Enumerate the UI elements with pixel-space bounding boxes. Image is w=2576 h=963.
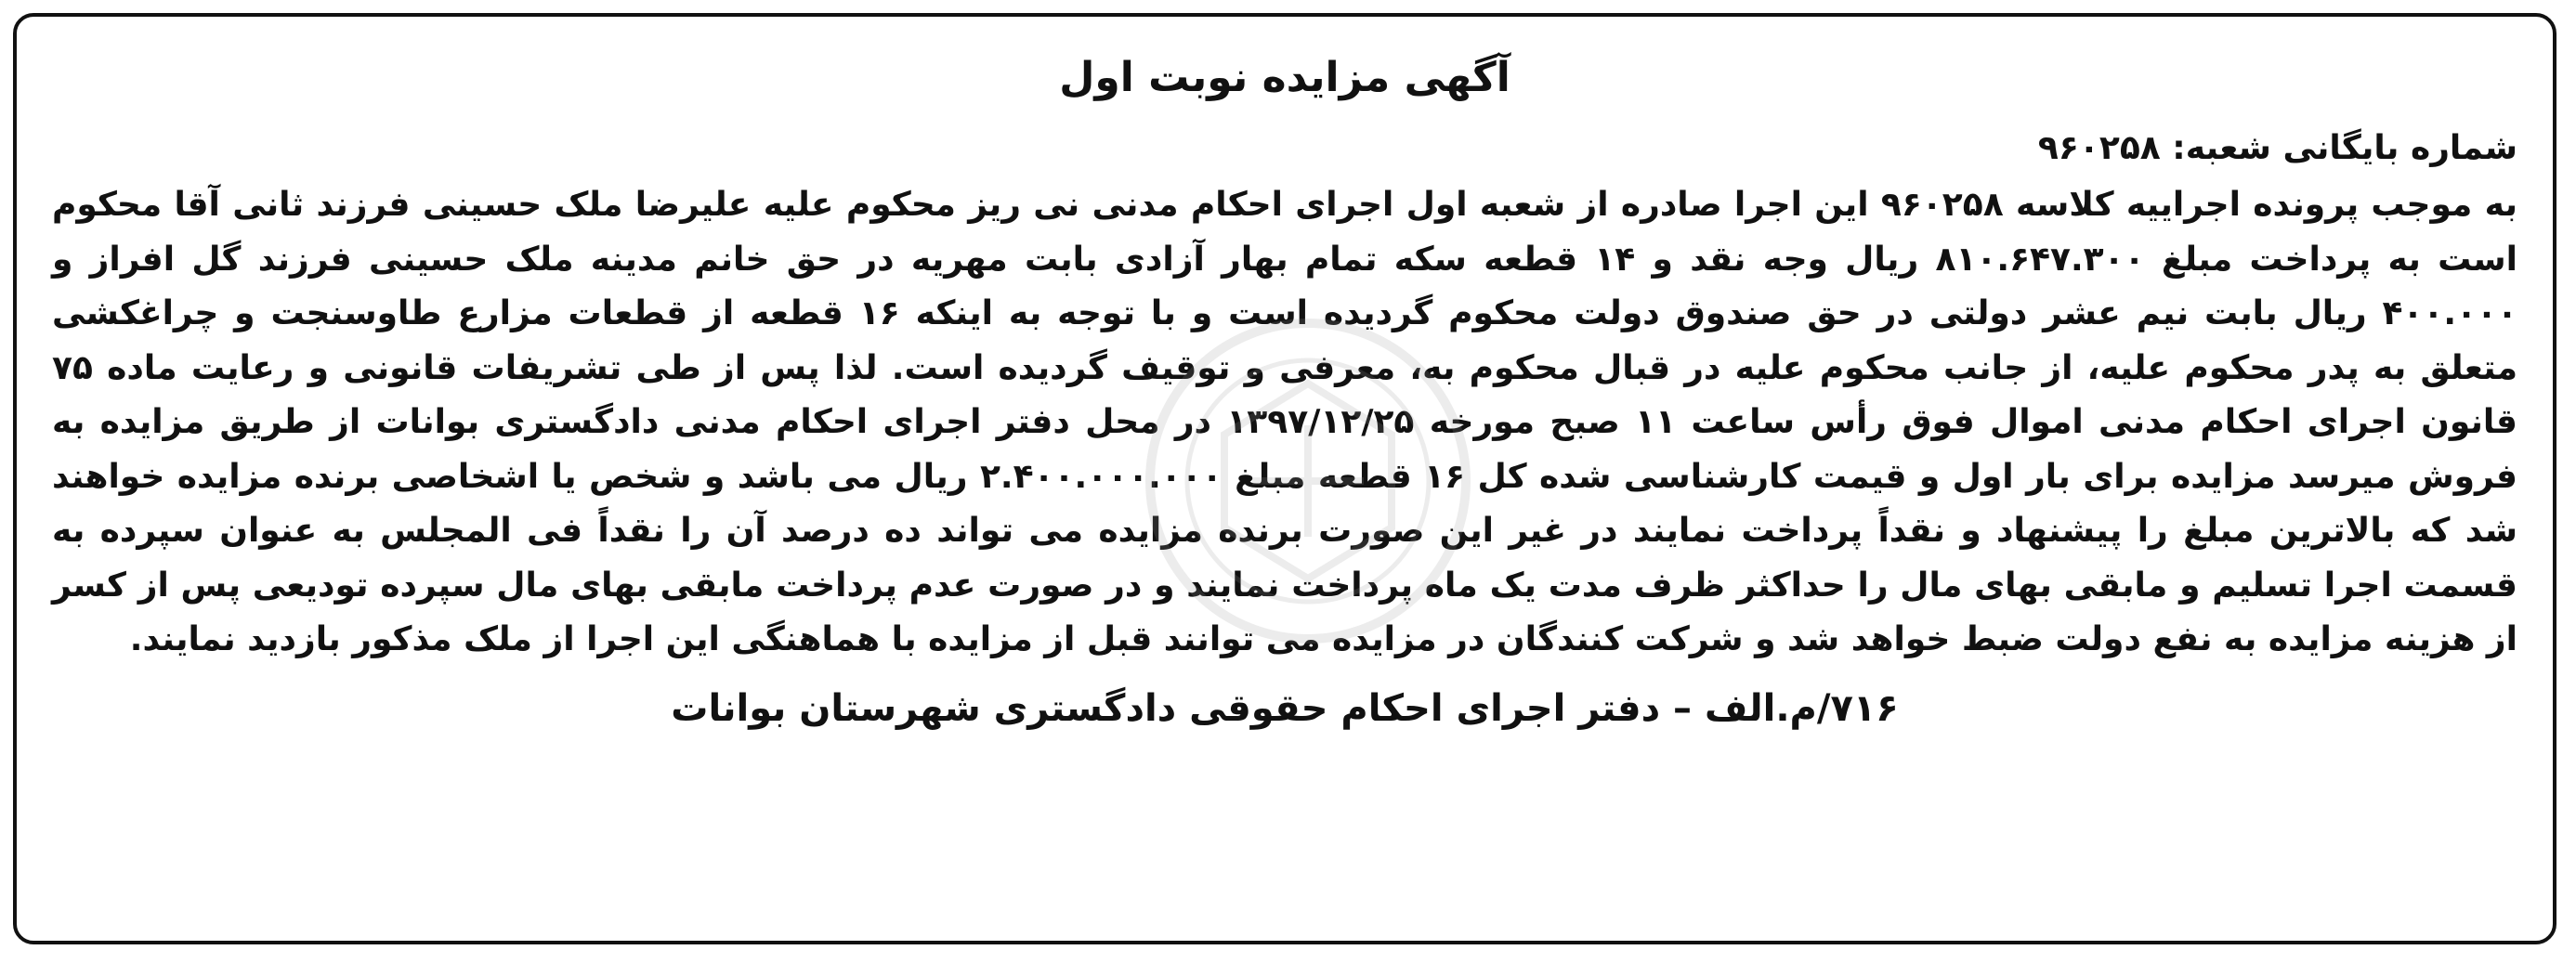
notice-body: به موجب پرونده اجراییه کلاسه ۹۶۰۲۵۸ این اجرا صادره از شعبه اول اجرای احکام مدنی نی ریز محکوم علیه علیرضا ملک حسینی فرزند ثانی آقا محکوم است به پرداخت مبلغ ۸۱۰.۶۴۷.۳۰۰ ریال وجه نقد و ۱۴ قطعه سکه تمام بهار آزادی بابت مهریه در حق خانم مدینه ملک حسینی فرزند گل افراز و ۴۰۰.۰۰۰ ریال بابت نیم عشر دولتی در حق صندوق دولت محکوم گردیده است و با توجه به اینکه ۱۶ قطعه از قطعات مزارع طاوسنجت و چراغکشی متعلق به پدر محکوم علیه، از جانب محکوم علیه در قبال محکوم به، معرفی و توقیف گردیده است. لذا پس از طی تشریفات قانونی و رعایت ماده ۷۵ قانون اجرای احکام مدنی اموال فوق رأس ساعت ۱۱ صبح مورخه ۱۳۹۷/۱۲/۲۵ در محل دفتر اجرای احکام مدنی دادگستری بوانات از طریق مزایده به فروش میرسد مزایده برای بار اول و قیمت کارشناسی شده کل ۱۶ قطعه مبلغ ۲.۴۰۰.۰۰۰.۰۰۰ ریال می باشد و شخص یا اشخاصی برنده مزایده خواهند شد که بالاترین مبلغ را پیشنهاد و نقداً پرداخت نمایند در غیر این صورت برنده مزایده می تواند ده درصد آن را نقداً فی المجلس به عنوان سپرده به قسمت اجرا تسلیم و مابقی بهای مال را حداکثر ظرف مدت یک ماه پرداخت نمایند و در صورت عدم پرداخت مابقی بهای مال سپرده تودیعی پس از کسر از هزینه مزایده به نفع دولت ضبط خواهد شد و شرکت کنندگان در مزایده می توانند قبل از مزایده با هماهنگی این اجرا از ملک مذکور بازدید نمایند. (52, 186, 2517, 658)
archive-number: شماره بایگانی شعبه: ۹۶۰۲۵۸ (2037, 129, 2517, 167)
notice-signature: ۷۱۶/م.الف – دفتر اجرای احکام حقوقی دادگستری شهرستان بوانات (671, 686, 1899, 730)
notice-title: آگهی مزایده نوبت اول (1059, 54, 1510, 101)
notice-frame (13, 13, 2556, 944)
